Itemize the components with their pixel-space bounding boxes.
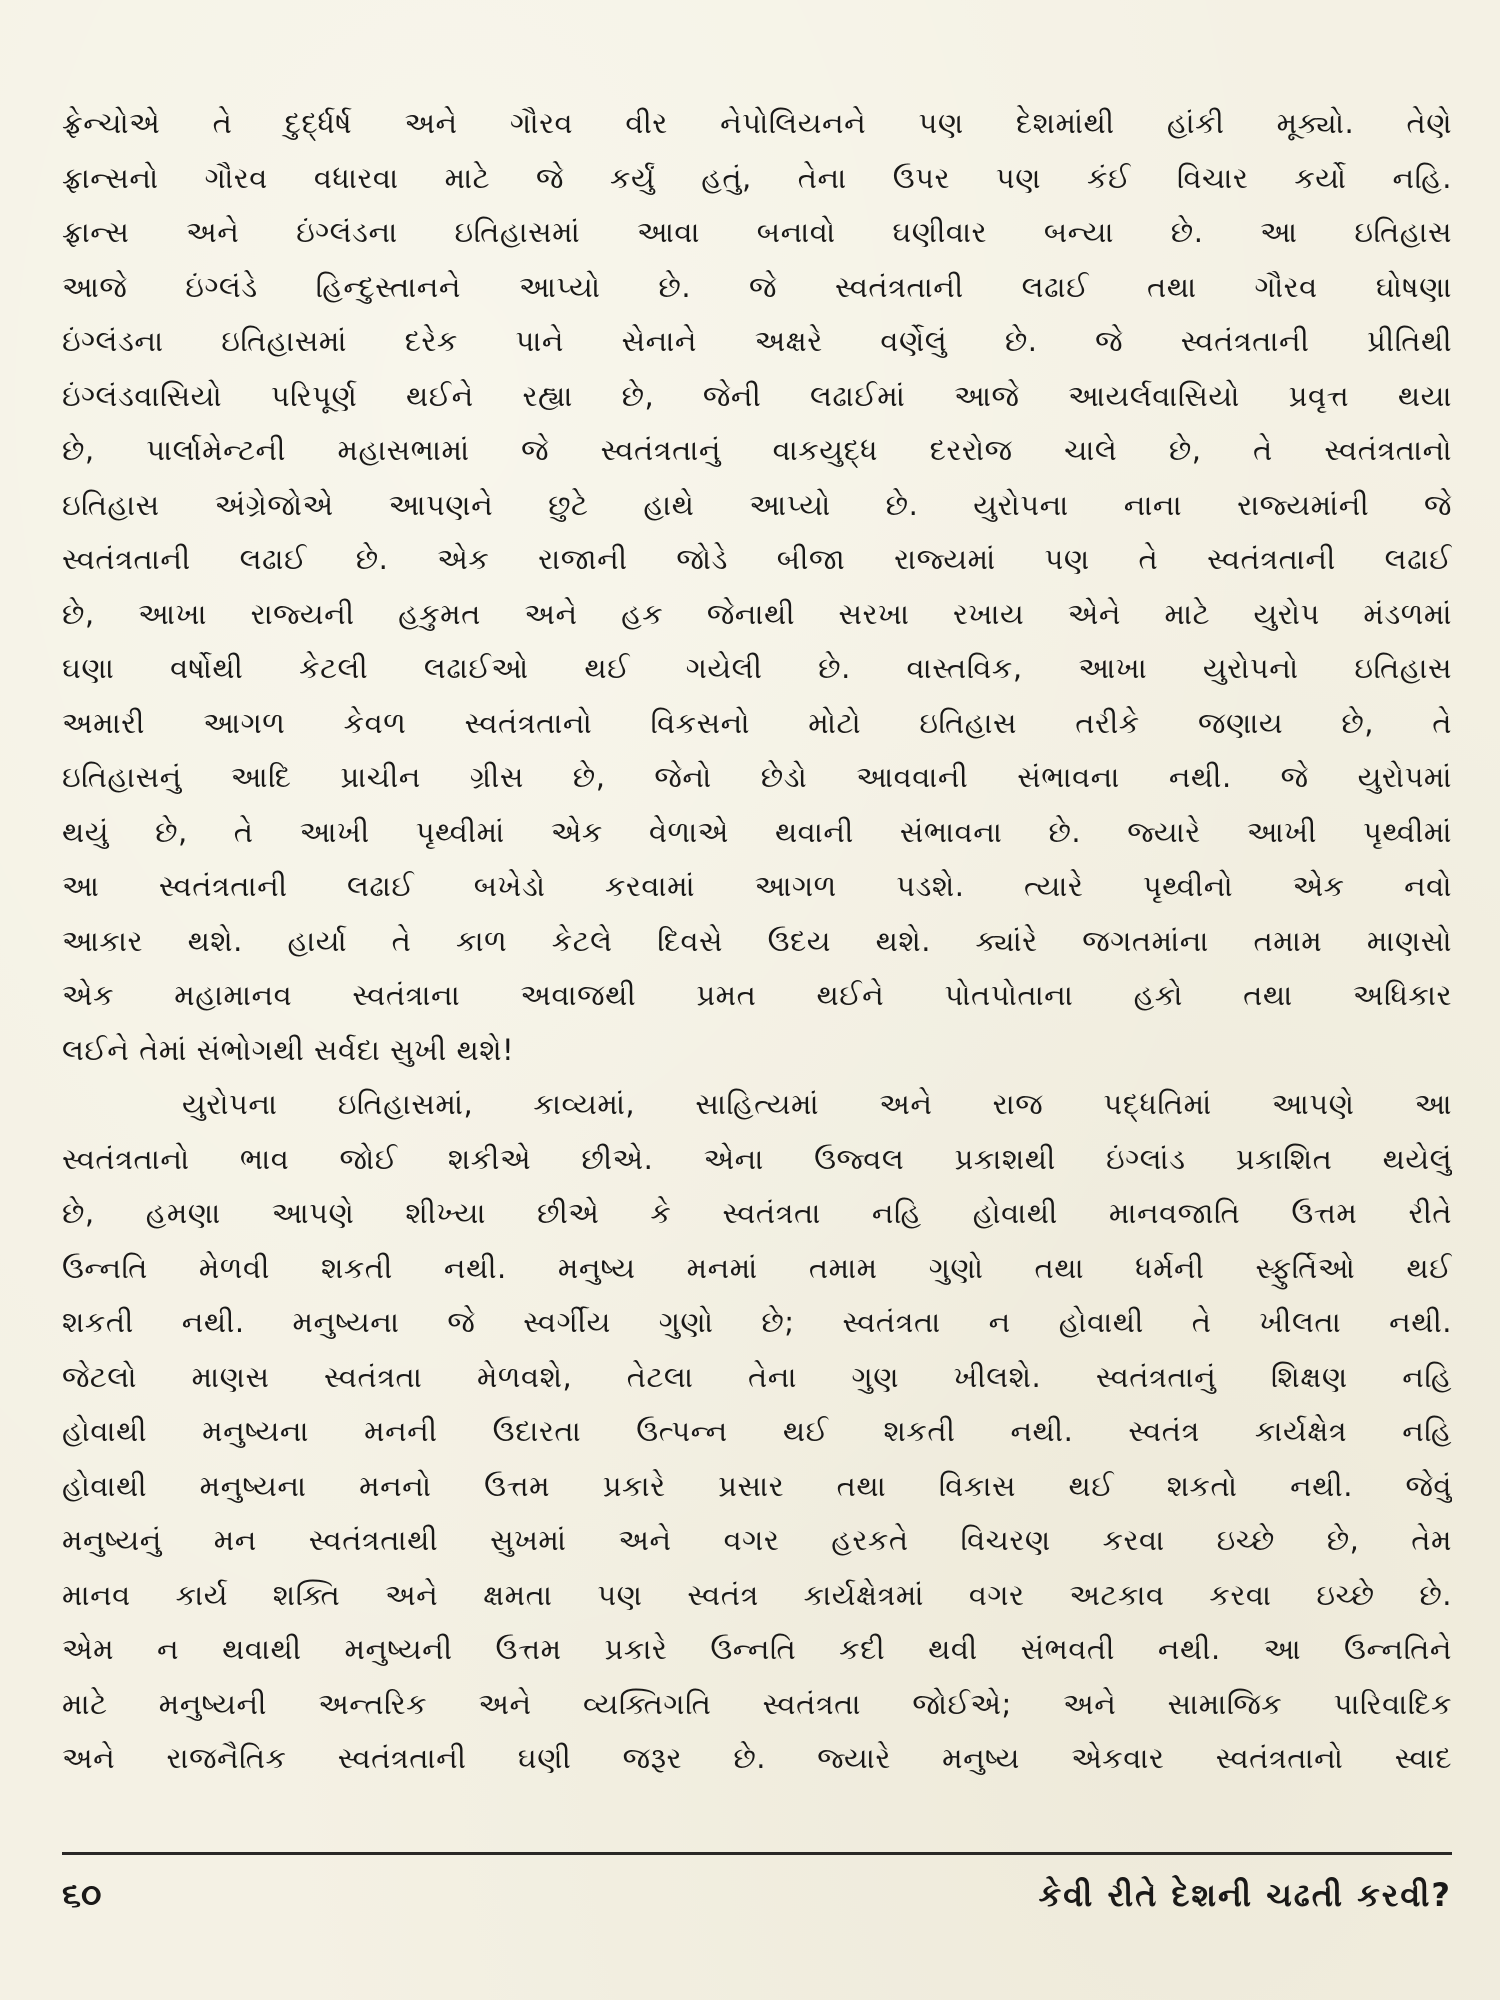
- text-line: સ્વતંત્રતાનો ભાવ જોઈ શકીએ છીએ. એના ઉજ્વલ પ્રકાશથી ઇંગ્લાંડ પ્રકાશિત થયેલું: [62, 1141, 1452, 1176]
- text-line: અને રાજનૈતિક સ્વતંત્રતાની ઘણી જરૂર છે. જ્યારે મનુષ્ય એકવાર સ્વતંત્રતાનો સ્વાદ: [62, 1741, 1452, 1775]
- text-line: યુરોપના ઇતિહાસમાં, કાવ્યમાં, સાહિત્યમાં અને રાજ પદ્ધતિમાં આપણે આ: [182, 1087, 1452, 1121]
- text-line: છે, પાર્લામેન્ટની મહાસભામાં જે સ્વતંત્રતાનું વાકયુદ્ધ દરરોજ ચાલે છે, તે સ્વતંત્રતાનો: [62, 433, 1452, 467]
- footer-divider: [62, 1852, 1452, 1855]
- page-number: ૬૦: [62, 1875, 102, 1915]
- text-line: છે, આખા રાજ્યની હકુમત અને હક જેનાથી સરખા રખાય એને માટે યુરોપ મંડળમાં: [62, 596, 1452, 631]
- body-text: [62, 96, 1452, 1786]
- page-footer: [62, 1870, 1452, 1920]
- text-line: ઇતિહાસ અંગ્રેજોએ આપણને છુટે હાથે આપ્યો છે. યુરોપના નાના રાજ્યમાંની જે: [62, 487, 1452, 522]
- text-line: હોવાથી મનુષ્યના મનની ઉદારતા ઉત્પન્ન થઈ શકતી નથી. સ્વતંત્ર કાર્યક્ષેત્ર નહિ: [62, 1414, 1452, 1448]
- text-line: આજે ઇંગ્લંડે હિન્દુસ્તાનને આપ્યો છે. જે સ્વતંત્રતાની લઢાઈ તથા ગૌરવ ઘોષણા: [62, 269, 1452, 304]
- text-line: અમારી આગળ કેવળ સ્વતંત્રતાનો વિકસનો મોટો ઇતિહાસ તરીકે જણાય છે, તે: [62, 705, 1452, 740]
- running-title: કેવી રીતે દેશની ચઢતી કરવી?: [1038, 1875, 1452, 1914]
- text-line: આકાર થશે. હાર્યા તે કાળ કેટલે દિવસે ઉદય થશે. ક્યાંરે જગતમાંના તમામ માણસો: [62, 923, 1452, 958]
- text-line: શકતી નથી. મનુષ્યના જે સ્વર્ગીય ગુણો છે; સ્વતંત્રતા ન હોવાથી તે ખીલતા નથી.: [62, 1305, 1452, 1339]
- paragraph-2: [62, 1077, 1452, 1786]
- text-line: ઇતિહાસનું આદિ પ્રાચીન ગ્રીસ છે, જેનો છેડો આવવાની સંભાવના નથી. જે યુરોપમાં: [62, 760, 1452, 794]
- text-line: માટે મનુષ્યની અન્તરિક અને વ્યક્તિગતિ સ્વતંત્રતા જોઈએ; અને સામાજિક પારિવાદિક: [62, 1686, 1452, 1721]
- text-line: ઉન્નતિ મેળવી શકતી નથી. મનુષ્ય મનમાં તમામ ગુણો તથા ધર્મની સ્ફુર્તિઓ થઈ: [62, 1250, 1452, 1285]
- text-line: સ્વતંત્રતાની લઢાઈ છે. એક રાજાની જોડે બીજા રાજ્યમાં પણ તે સ્વતંત્રતાની લઢાઈ: [62, 542, 1452, 576]
- text-line: આ સ્વતંત્રતાની લઢાઈ બખેડો કરવામાં આગળ પડશે. ત્યારે પૃથ્વીનો એક નવો: [62, 869, 1452, 903]
- text-line: લઈને તેમાં સંભોગથી સર્વદા સુખી થશે!: [62, 1032, 515, 1067]
- text-line: હોવાથી મનુષ્યના મનનો ઉત્તમ પ્રકારે પ્રસાર તથા વિકાસ થઈ શકતો નથી. જેવું: [62, 1468, 1452, 1503]
- text-line: જેટલો માણસ સ્વતંત્રતા મેળવશે, તેટલા તેના ગુણ ખીલશે. સ્વતંત્રતાનું શિક્ષણ નહિ: [62, 1359, 1452, 1394]
- text-line: મનુષ્યનું મન સ્વતંત્રતાથી સુખમાં અને વગર હરકતે વિચરણ કરવા ઇચ્છે છે, તેમ: [62, 1523, 1452, 1557]
- text-line: માનવ કાર્ય શક્તિ અને ક્ષમતા પણ સ્વતંત્ર કાર્યક્ષેત્રમાં વગર અટકાવ કરવા ઇચ્છે છે.: [62, 1577, 1452, 1612]
- paragraph-1: [62, 96, 1452, 1077]
- text-line: એક મહામાનવ સ્વતંત્રાના અવાજથી પ્રમત થઈને પોતપોતાના હકો તથા અધિકાર: [62, 978, 1452, 1012]
- text-line: ફ્રાન્સનો ગૌરવ વધારવા માટે જે કર્યું હતું, તેના ઉપર પણ કંઈ વિચાર કર્યો નહિ.: [62, 160, 1452, 195]
- text-line: ફ્રેન્ચોએ તે દુર્દ્ધર્ષ અને ગૌરવ વીર નેપોલિયનને પણ દેશમાંથી હાંકી મૂક્યો. તેણે: [62, 106, 1452, 140]
- text-line: ઇંગ્લંડના ઇતિહાસમાં દરેક પાને સેનાને અક્ષરે વર્ણેલું છે. જે સ્વતંત્રતાની પ્રીતિથી: [62, 324, 1452, 358]
- text-line: એમ ન થવાથી મનુષ્યની ઉત્તમ પ્રકારે ઉન્નતિ કદી થવી સંભવતી નથી. આ ઉન્નતિને: [62, 1632, 1452, 1666]
- text-line: ઘણા વર્ષોથી કેટલી લઢાઈઓ થઈ ગયેલી છે. વાસ્તવિક, આખા યુરોપનો ઇતિહાસ: [62, 651, 1452, 685]
- text-line: થયું છે, તે આખી પૃથ્વીમાં એક વેળાએ થવાની સંભાવના છે. જ્યારે આખી પૃથ્વીમાં: [62, 814, 1452, 849]
- text-line: છે, હમણા આપણે શીખ્યા છીએ કે સ્વતંત્રતા નહિ હોવાથી માનવજાતિ ઉત્તમ રીતે: [62, 1196, 1452, 1230]
- text-line: ફ્રાન્સ અને ઇંગ્લંડના ઇતિહાસમાં આવા બનાવો ઘણીવાર બન્યા છે. આ ઇતિહાસ: [62, 215, 1452, 249]
- text-line: ઇંગ્લંડવાસિયો પરિપૂર્ણ થઈને રહ્યા છે, જેની લઢાઈમાં આજે આયર્લવાસિયો પ્રવૃત્ત થયા: [62, 378, 1452, 413]
